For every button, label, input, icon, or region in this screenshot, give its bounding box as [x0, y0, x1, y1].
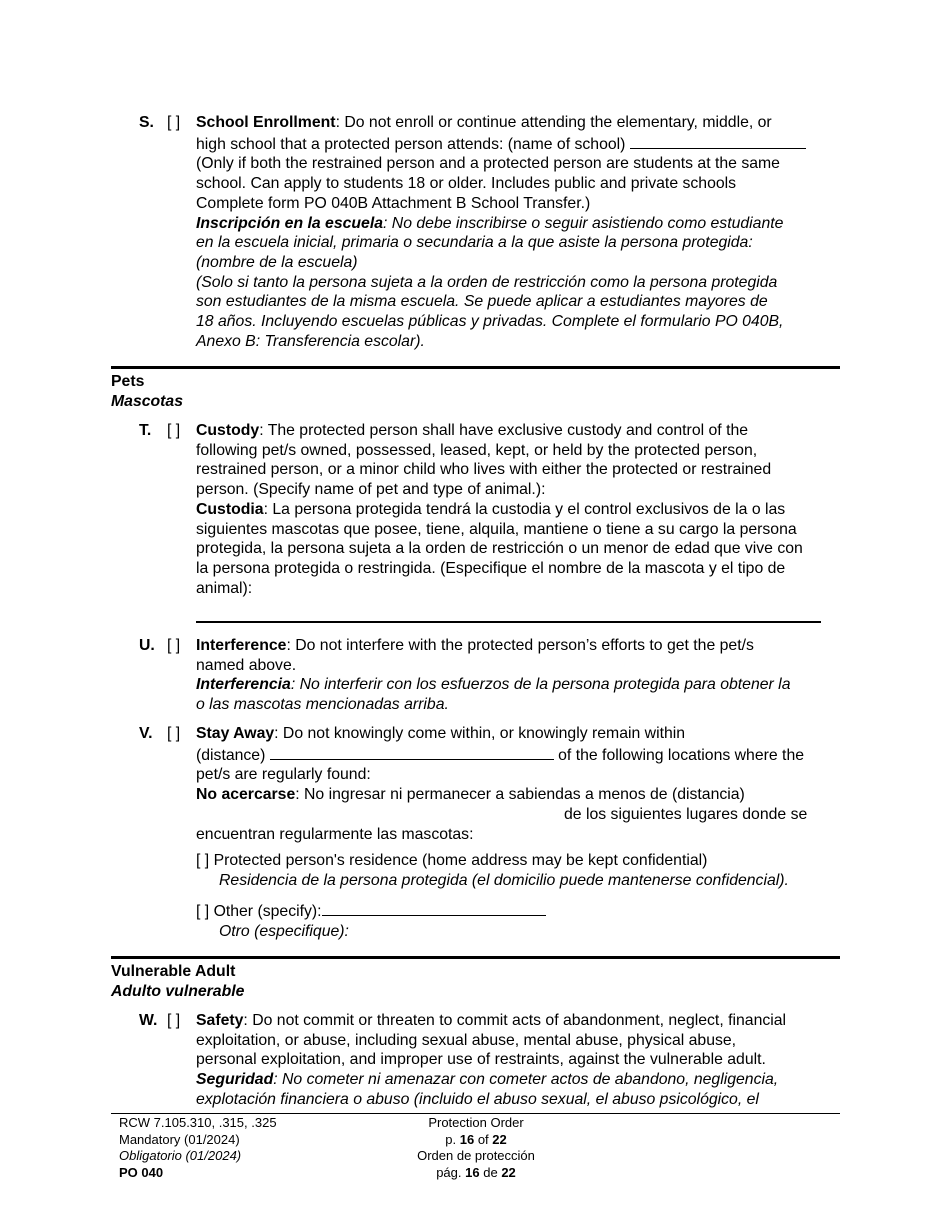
- text-line: encuentran regularmente las mascotas:: [196, 825, 474, 843]
- item-v-checkbox[interactable]: [ ]: [167, 725, 181, 742]
- text-line: la persona protegida o restringida. (Especifique el nombre de la mascota y el tipo de: [196, 559, 786, 577]
- page-total: 22: [492, 1131, 507, 1147]
- item-letter: V.: [139, 725, 153, 742]
- item-title: Stay Away: [196, 725, 275, 742]
- section-vulnerable-heading: [111, 962, 244, 1001]
- text-line: 18 años. Incluyendo escuelas públicas y privadas. Complete el formulario PO 040B,: [196, 313, 784, 331]
- text-line: : Do not enroll or continue attending the elementary, middle, or: [335, 114, 772, 131]
- item-title: Custody: [196, 422, 260, 439]
- page-label: pág.: [436, 1164, 462, 1180]
- section-title: Pets: [111, 373, 145, 390]
- footer-divider: [111, 1113, 840, 1114]
- section-title-es: Adulto vulnerable: [111, 982, 245, 1000]
- footer-center: [376, 1115, 576, 1181]
- item-title-es: Custodia: [196, 500, 264, 518]
- pet-specify-field[interactable]: [196, 621, 821, 623]
- other-checkbox[interactable]: [ ]: [196, 903, 210, 920]
- footer-form-number: PO 040: [119, 1164, 164, 1180]
- text-line: animal):: [196, 579, 253, 597]
- text-line: : No cometer ni amenazar con cometer actos de abandono, negligencia,: [273, 1071, 779, 1089]
- item-letter: T.: [139, 422, 152, 439]
- section-title: Vulnerable Adult: [111, 963, 236, 980]
- text-line: : No interferir con los esfuerzos de la persona protegida para obtener la: [290, 676, 791, 694]
- text-line: en la escuela inicial, primaria o secundaria a la que asiste la persona protegida:: [196, 234, 753, 252]
- item-s-checkbox[interactable]: [ ]: [167, 114, 181, 131]
- text-line: (nombre de la escuela): [196, 253, 358, 271]
- page-label: p.: [445, 1131, 457, 1147]
- text-line: Anexo B: Transferencia escolar).: [196, 332, 425, 350]
- text-line: : La persona protegida tendrá la custodia y el control exclusivos de la o las: [263, 500, 786, 518]
- text-line: son estudiantes de la misma escuela. Se puede aplicar a estudiantes mayores de: [196, 293, 768, 311]
- text-line: explotación financiera o abuso (incluido el abuso sexual, el abuso psicológico, el: [196, 1090, 759, 1108]
- text-line: protegida, la persona sujeta a la orden de restricción o un menor de edad que vive con: [196, 540, 803, 558]
- option-label-es: Residencia de la persona protegida (el domicilio puede mantenerse confidencial).: [219, 871, 789, 889]
- text-line: de los siguientes lugares donde se: [564, 805, 808, 823]
- footer-rcw: RCW 7.105.310, .315, .325: [119, 1115, 277, 1130]
- distance-field[interactable]: [270, 744, 554, 760]
- item-title-es: Seguridad: [196, 1071, 274, 1089]
- item-title: Interference: [196, 637, 287, 654]
- text-line: exploitation, or abuse, including sexual abuse, mental abuse, physical abuse,: [196, 1031, 737, 1049]
- other-specify-field[interactable]: [322, 900, 546, 916]
- text-line: person. (Specify name of pet and type of animal.):: [196, 481, 546, 499]
- item-title-es: Interferencia: [196, 676, 291, 694]
- section-divider: [111, 956, 840, 959]
- section-divider: [111, 366, 840, 369]
- option-label: Other (specify):: [213, 903, 322, 920]
- page-total: 22: [501, 1164, 516, 1180]
- text-line: : Do not interfere with the protected person’s efforts to get the pet/s: [286, 637, 754, 654]
- item-letter: S.: [139, 114, 154, 131]
- text-line: (Only if both the restrained person and a protected person are students at the same: [196, 155, 780, 173]
- section-pets-heading: [111, 372, 183, 411]
- item-title-es: Inscripción en la escuela: [196, 214, 384, 232]
- option-other: [196, 900, 546, 941]
- page-number: 16: [459, 1131, 475, 1147]
- text-line: siguientes mascotas que posee, tiene, alquila, mantiene o tiene a su cargo la persona: [196, 520, 797, 538]
- text-line: high school that a protected person attends: (name of school): [196, 135, 626, 153]
- text-line: (Solo si tanto la persona sujeta a la orden de restricción como la persona protegida: [196, 273, 778, 291]
- item-letter: W.: [139, 1012, 158, 1029]
- text-line: : No ingresar ni permanecer a sabiendas a menos de (distancia): [295, 786, 745, 804]
- text-line: o las mascotas mencionadas arriba.: [196, 696, 449, 714]
- item-w-checkbox[interactable]: [ ]: [167, 1012, 181, 1029]
- option-label: Protected person's residence (home address may be kept confidential): [213, 852, 708, 869]
- item-t-checkbox[interactable]: [ ]: [167, 422, 181, 439]
- text-line: : The protected person shall have exclusive custody and control of the: [259, 422, 749, 439]
- footer-title-es: Orden de protección: [417, 1148, 535, 1163]
- footer-obligatorio: Obligatorio (01/2024): [119, 1148, 242, 1163]
- text-line: following pet/s owned, possessed, leased, kept, or held by the protected person,: [196, 441, 758, 459]
- item-title: Safety: [196, 1012, 244, 1029]
- option-residence: [196, 851, 789, 890]
- text-line: of the following locations where the: [558, 746, 805, 764]
- text-line: restrained person, or a minor child who lives with either the protected or restrained: [196, 461, 772, 479]
- school-name-field[interactable]: [630, 133, 806, 149]
- page-number: 16: [465, 1164, 480, 1180]
- page-of: de: [483, 1164, 498, 1180]
- text-line: Complete form PO 040B Attachment B School Transfer.): [196, 194, 591, 212]
- item-title: School Enrollment: [196, 114, 336, 131]
- text-line: (distance): [196, 746, 266, 764]
- text-line: : Do not knowingly come within, or knowingly remain within: [274, 725, 686, 742]
- item-title-es: No acercarse: [196, 786, 296, 804]
- text-line: pet/s are regularly found:: [196, 766, 371, 784]
- text-line: : No debe inscribirse o seguir asistiendo como estudiante: [383, 214, 784, 232]
- footer-left: [119, 1115, 277, 1181]
- item-letter: U.: [139, 637, 155, 654]
- residence-checkbox[interactable]: [ ]: [196, 852, 210, 869]
- text-line: named above.: [196, 656, 297, 674]
- page-of: of: [477, 1131, 489, 1147]
- option-label-es: Otro (especifique):: [219, 922, 349, 940]
- text-line: school. Can apply to students 18 or older. Includes public and private schools: [196, 175, 737, 193]
- footer-title: Protection Order: [428, 1115, 524, 1130]
- text-line: personal exploitation, and improper use of restraints, against the vulnerable adult.: [196, 1051, 766, 1069]
- section-title-es: Mascotas: [111, 392, 183, 410]
- item-u-checkbox[interactable]: [ ]: [167, 637, 181, 654]
- text-line: : Do not commit or threaten to commit acts of abandonment, neglect, financial: [243, 1012, 787, 1029]
- footer-mandatory: Mandatory (01/2024): [119, 1131, 240, 1147]
